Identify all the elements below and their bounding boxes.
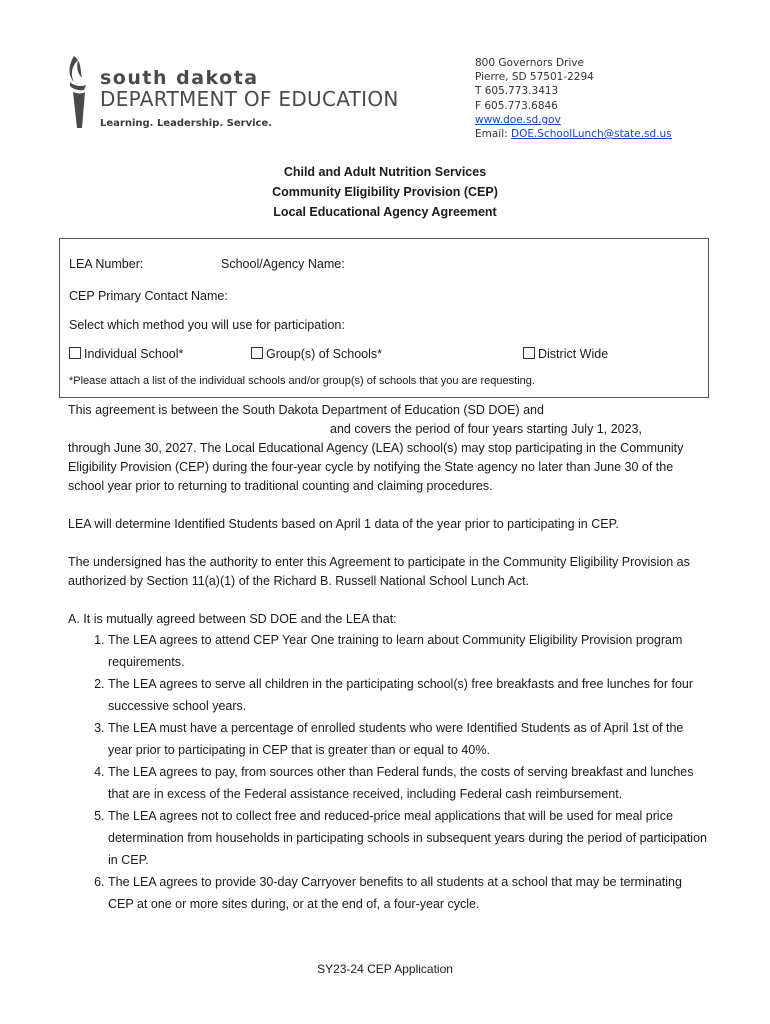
- attachment-note: *Please attach a list of the individual schools and/or group(s) of schools that you are requesting.: [69, 375, 535, 387]
- paragraph-3: The undersigned has the authority to enter this Agreement to participate in the Community Eligibility Provision as authorized by Section 11(a)(1) of the Richard B. Russell National School Lunch Act.: [68, 555, 690, 588]
- option-group-schools[interactable]: [251, 347, 382, 361]
- checkbox-individual-school[interactable]: [69, 347, 81, 359]
- school-agency-name-label: School/Agency Name:: [221, 257, 345, 271]
- agreement-item-5: 5. The LEA agrees not to collect free and reduced-price meal applications that will be used for meal price determination from households in participating schools in subsequent years during the period of participation in CEP.: [108, 805, 708, 871]
- agreement-items-list: [68, 629, 708, 915]
- page-footer: SY23-24 CEP Application: [317, 962, 453, 976]
- torch-icon: [64, 52, 98, 130]
- checkbox-district-wide[interactable]: [523, 347, 535, 359]
- title-line-3: Local Educational Agency Agreement: [273, 205, 497, 219]
- title-line-1: Child and Adult Nutrition Services: [283, 165, 487, 179]
- logo-tagline: Learning. Leadership. Service.: [100, 118, 273, 129]
- contact-block: [475, 56, 672, 141]
- sd-doe-logo: [64, 52, 409, 132]
- paragraph-1-line-1: This agreement is between the South Dakota Department of Education (SD DOE) and: [68, 403, 544, 417]
- option-individual-label: Individual School*: [84, 347, 184, 361]
- option-district-label: District Wide: [538, 347, 609, 361]
- lea-info-box: [59, 238, 709, 398]
- address-line-1: 800 Governors Drive: [475, 57, 584, 69]
- option-district-wide[interactable]: [523, 347, 608, 361]
- primary-contact-label: CEP Primary Contact Name:: [69, 289, 228, 303]
- agreement-body: [68, 401, 708, 915]
- fax: F 605.773.6846: [475, 99, 558, 112]
- option-group-label: Group(s) of Schools*: [266, 347, 383, 361]
- agreement-item-2: 2. The LEA agrees to serve all children in the participating school(s) free breakfasts and free lunches for four successive school years.: [108, 673, 708, 717]
- email-link[interactable]: DOE.SchoolLunch@state.sd.us: [511, 128, 672, 141]
- logo-line-department: DEPARTMENT OF EDUCATION: [100, 87, 399, 111]
- paragraph-2: LEA will determine Identified Students based on April 1 data of the year prior to participating in CEP.: [68, 517, 619, 531]
- website-link[interactable]: www.doe.sd.gov: [475, 113, 561, 126]
- agreement-item-1: 1. The LEA agrees to attend CEP Year One training to learn about Community Eligibility Provision program requirements.: [108, 629, 708, 673]
- document-titles: [0, 162, 770, 222]
- agreement-item-4: 4. The LEA agrees to pay, from sources other than Federal funds, the costs of serving breakfast and lunches that are in excess of the Federal assistance received, including Federal cash reimbursement.: [108, 761, 708, 805]
- select-method-label: Select which method you will use for participation:: [69, 318, 345, 332]
- agreement-item-6: 6. The LEA agrees to provide 30-day Carryover benefits to all students at a school that may be terminating CEP at one or more sites during, or at the end of, a four-year cycle.: [108, 871, 708, 915]
- checkbox-group-schools[interactable]: [251, 347, 263, 359]
- logo-line-state: south dakota: [100, 67, 259, 89]
- section-a-heading: A. It is mutually agreed between SD DOE and the LEA that:: [68, 612, 397, 626]
- agreement-item-3: 3. The LEA must have a percentage of enrolled students who were Identified Students as of April 1st of the year prior to participating in CEP that is greater than or equal to 40%.: [108, 717, 708, 761]
- address-line-2: Pierre, SD 57501-2294: [475, 71, 594, 84]
- option-individual-school[interactable]: [69, 347, 183, 361]
- title-line-2: Community Eligibility Provision (CEP): [272, 185, 498, 199]
- paragraph-1-line-2: and covers the period of four years starting July 1, 2023,: [330, 422, 642, 436]
- lea-number-label: LEA Number:: [69, 257, 144, 271]
- paragraph-1-rest: through June 30, 2027. The Local Educational Agency (LEA) school(s) may stop participating in the Community Eligibility Provision (CEP) during the four-year cycle by notifying the State agency no later than June 30 of the school year prior to returning to traditional counting and claiming procedures.: [68, 441, 684, 493]
- phone: T 605.773.3413: [475, 85, 559, 98]
- email-label: Email:: [475, 128, 512, 141]
